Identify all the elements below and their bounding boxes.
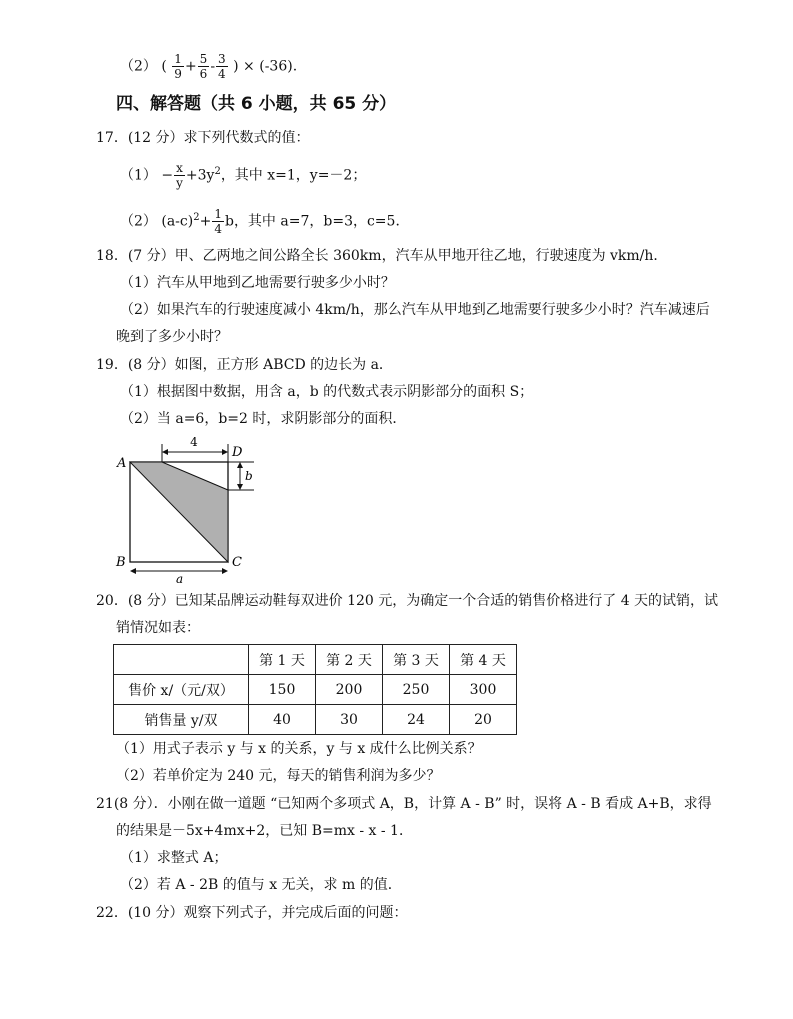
vertex-c: C (232, 555, 242, 570)
fraction-denominator: 4 (214, 222, 222, 237)
section-title: 四、解答题（共 6 小题，共 65 分） (116, 94, 397, 114)
table-header-cell: 第 3 天 (383, 645, 450, 675)
q17-part1: （1） − $\frac{x}{y}$ $+3y^2$，其中 x=1，y=－2； (120, 161, 367, 191)
q18-header: 18．(7 分）甲、乙两地之间公路全长 360km，汽车从甲地开往乙地，行驶速度为 vkm/h． (96, 248, 668, 264)
fraction-numerator: 5 (199, 52, 208, 66)
label-4: 4 (190, 435, 198, 449)
table-cell: 150 (249, 675, 316, 705)
q17-part2 (120, 204, 409, 236)
fraction-numerator: 1 (174, 52, 182, 66)
sales-table (113, 644, 517, 735)
q21-header-cont: 的结果是－5x+4mx+2，已知 B=mx - x - 1． (116, 823, 413, 839)
arrowhead (162, 449, 168, 455)
table-row (114, 675, 517, 705)
table-cell: 售价 x/（元/双） (114, 675, 249, 705)
square-abcd-figure (112, 432, 272, 587)
table-header-cell: 第 2 天 (316, 645, 383, 675)
table-row (114, 705, 517, 735)
vertex-d: D (232, 445, 243, 460)
exponent: 2 (193, 212, 200, 223)
q17-part2-expr: (a-c) (161, 213, 194, 230)
table-cell: 300 (450, 675, 517, 705)
q16-part2-label: （2） (120, 58, 157, 75)
q16-part2-line (120, 52, 297, 81)
minus-sign: - (210, 58, 216, 75)
q17-part2-cond: ，其中 a=7，b=3，c=5． (233, 213, 410, 230)
arrowhead (237, 462, 243, 468)
q17-part2-b: b (224, 213, 234, 230)
q16-open-paren: ( (161, 58, 167, 75)
q18-part2-line1: （2）如果汽车的行驶速度减小 4km/h，那么汽车从甲地到乙地需要行驶多少小时？汽车减速后 (120, 302, 710, 318)
fraction-numerator: 3 (218, 52, 226, 66)
q19-part2: （2）当 a=6，b=2 时，求阴影部分的面积． (120, 411, 407, 427)
exponent: 2 (214, 166, 221, 177)
q16-tail: ) × (-36). (233, 58, 298, 75)
q16-fraction-2 (198, 52, 210, 81)
q16-fraction-3 (216, 52, 228, 81)
q17-fraction-x-over-y (174, 161, 185, 190)
table-cell: 250 (383, 675, 450, 705)
q17-part2-label: （2） (120, 213, 157, 230)
vertex-a: A (117, 456, 127, 471)
table-cell: 24 (383, 705, 450, 735)
q17-part1-cond: ，其中 x=1，y=－2； (220, 167, 367, 184)
table-cell: 40 (249, 705, 316, 735)
table-cell: 销售量 y/双 (114, 705, 249, 735)
q18-part1: （1）汽车从甲地到乙地需要行驶多少小时？ (120, 275, 395, 291)
table-header-cell: 第 4 天 (450, 645, 517, 675)
table-cell: 30 (316, 705, 383, 735)
q22-header: 22．(10 分）观察下列式子，并完成后面的问题： (96, 905, 408, 921)
shaded-region (130, 462, 228, 562)
q21-part1: （1）求整式 A； (120, 850, 228, 866)
plus-sign: + (184, 58, 197, 75)
q20-header: 20．(8 分）已知某品牌运动鞋每双进价 120 元，为确定一个合适的销售价格进行了 4 天的试销，试 (96, 593, 719, 609)
plus-sign: + (199, 213, 212, 230)
fraction-denominator: 4 (218, 67, 226, 81)
table-header-cell (114, 645, 249, 675)
q20-part2: （2）若单价定为 240 元，每天的销售利润为多少？ (116, 768, 441, 784)
q17-fraction-one-quarter (212, 207, 224, 236)
q17-part1-label: （1） (120, 167, 157, 184)
fraction-denominator: 6 (199, 67, 208, 81)
label-a: a (176, 572, 184, 586)
q21-header: 21(8 分）．小刚在做一道题 “已知两个多项式 A，B，计算 A - B” 时，误将 A - B 看成 A+B，求得 (96, 796, 712, 812)
vertex-b: B (116, 555, 126, 570)
arrowhead (130, 568, 136, 574)
table-cell: 200 (316, 675, 383, 705)
arrowhead (222, 568, 228, 574)
q17-part1-expr: +3y (185, 167, 215, 184)
arrowhead (222, 449, 228, 455)
label-b: b (245, 469, 253, 483)
q16-fraction-1 (172, 52, 184, 81)
q19-part1: （1）根据图中数据，用含 a，b 的代数式表示阴影部分的面积 S； (120, 384, 534, 400)
q17-header: 17．(12 分）求下列代数式的值： (96, 130, 310, 146)
q18-part2-line2: 晚到了多少小时？ (116, 329, 228, 345)
table-header-row (114, 645, 517, 675)
table-cell: 20 (450, 705, 517, 735)
arrowhead (237, 484, 243, 490)
q20-header-cont: 销情况如表： (116, 620, 200, 636)
fraction-denominator: y (176, 176, 183, 191)
table-header-cell: 第 1 天 (249, 645, 316, 675)
q19-header: 19．(8 分）如图，正方形 ABCD 的边长为 a． (96, 357, 393, 373)
fraction-denominator: 9 (174, 67, 182, 81)
fraction-numerator: x (176, 161, 183, 176)
q21-part2: （2）若 A - 2B 的值与 x 无关，求 m 的值． (120, 877, 402, 893)
fraction-numerator: 1 (214, 207, 222, 222)
q20-part1: （1）用式子表示 y 与 x 的关系，y 与 x 成什么比例关系？ (116, 741, 482, 757)
